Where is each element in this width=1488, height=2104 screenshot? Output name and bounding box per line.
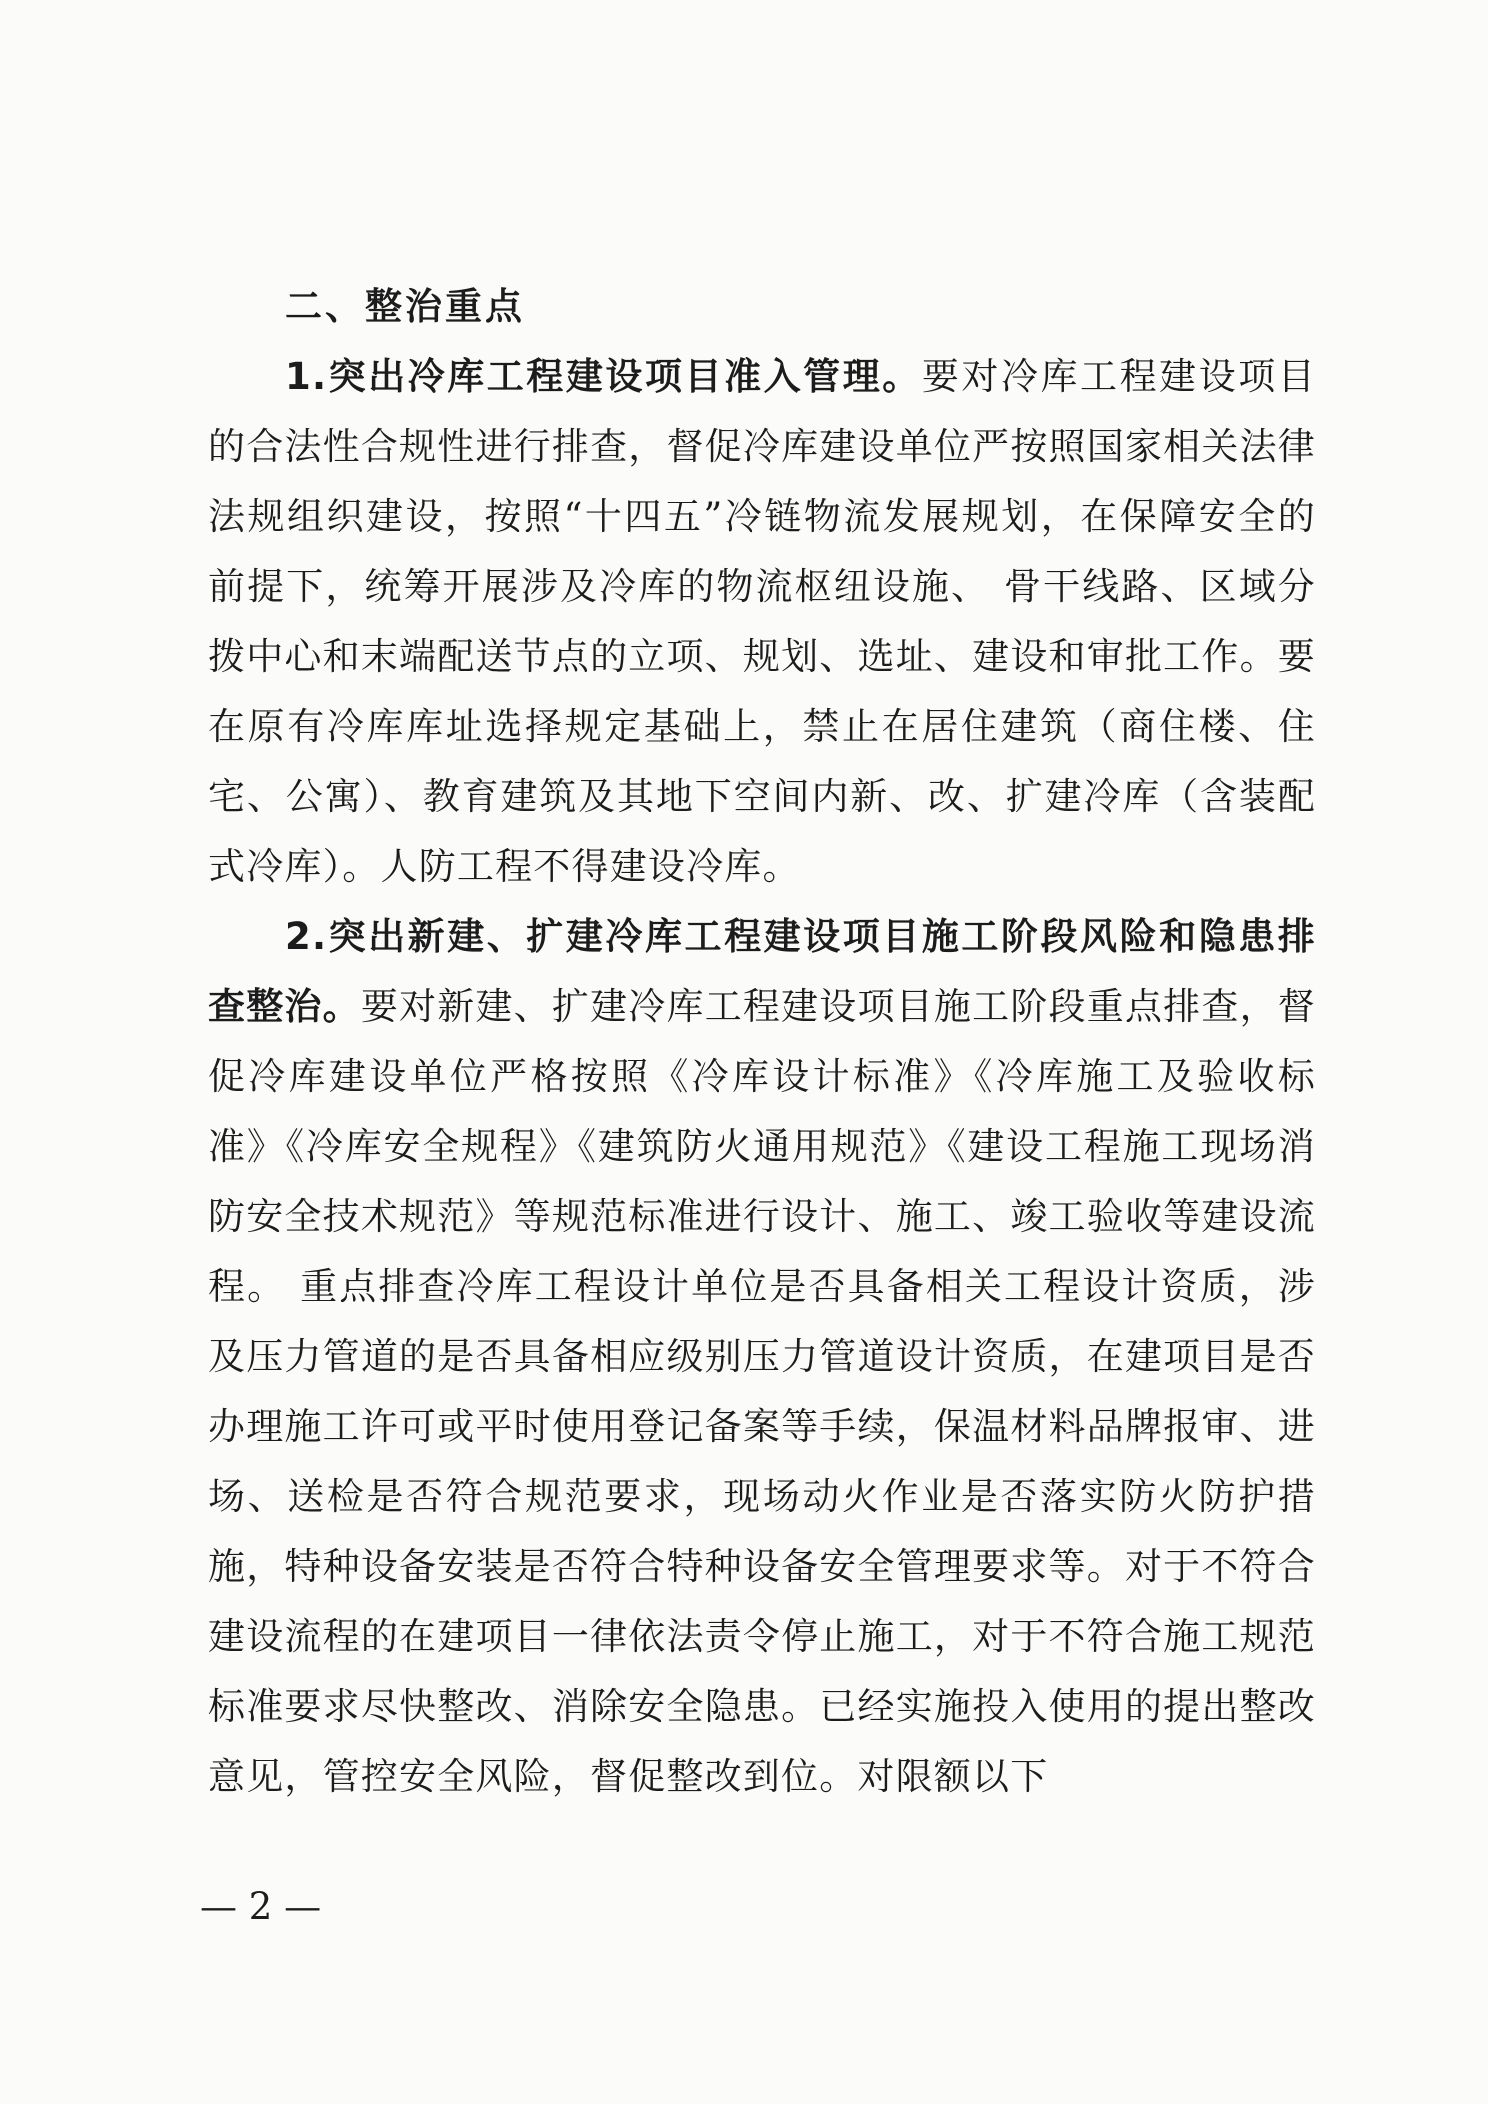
paragraph-1: [208, 342, 1316, 902]
paragraph-1-lead: 1.突出冷库工程建设项目准入管理。: [285, 355, 922, 398]
section-heading: 二、整治重点: [285, 285, 525, 328]
paragraph-2-lead: 2.突出新建、扩建冷库工程建设项目施工阶段风险和隐患排查整治。: [208, 915, 1316, 1028]
paragraph-2: [208, 902, 1316, 1812]
document-body: [208, 272, 1316, 1812]
page-number: — 2 —: [200, 1885, 322, 1928]
paragraph-2-body: 要对新建、扩建冷库工程建设项目施工阶段重点排查，督促冷库建设单位严格按照《冷库设计标准》《冷库施工及验收标准》《冷库安全规程》《建筑防火通用规范》《建设工程施工现场消防安全技术规范》等规范标准进行设计、施工、竣工验收等建设流程。 重点排查冷库工程设计单位是否具备相关工程设计资质，涉及压力管道的是否具备相应级别压力管道设计资质，在建项目是否办理施工许可或平时使用登记备案等手续，保温材料品牌报审、进场、送检是否符合规范要求，现场动火作业是否落实防火防护措施，特种设备安装是否符合特种设备安全管理要求等。对于不符合建设流程的在建项目一律依法责令停止施工，对于不符合施工规范标准要求尽快整改、消除安全隐患。已经实施投入使用的提出整改意见，管控安全风险，督促整改到位。对限额以下: [208, 985, 1316, 1798]
paragraph-1-body: 要对冷库工程建设项目的合法性合规性进行排查，督促冷库建设单位严按照国家相关法律法规组织建设，按照“十四五”冷链物流发展规划，在保障安全的前提下，统筹开展涉及冷库的物流枢纽设施、 骨干线路、区域分拨中心和末端配送节点的立项、规划、选址、建设和审批工作。要在原有冷库库址选择规定基础上，禁止在居住建筑（商住楼、住宅、公寓）、教育建筑及其地下空间内新、改、扩建冷库（含装配式冷库）。人防工程不得建设冷库。: [208, 355, 1317, 888]
